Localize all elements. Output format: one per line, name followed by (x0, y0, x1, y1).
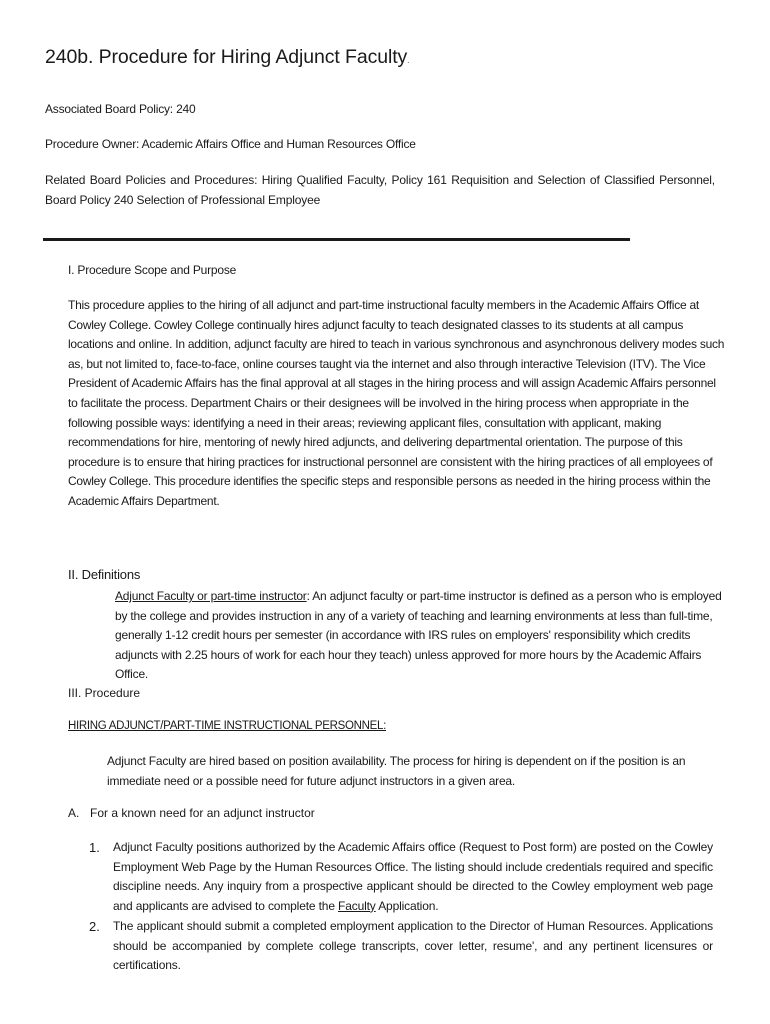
definition-text: : An adjunct faculty or part-time instructor is defined as a person who is employed by the college and provides instruction in any of a variety of teaching and learning environments at less than full-time, generally 1-12 credit hours per semester (in accordance with IRS rules on employers' responsibility which credits adjuncts with 2.25 hours of work for each hour they teach) unless approved for more hours by the Academic Affairs Office. (115, 589, 722, 682)
list-item-number: 1. (89, 840, 100, 855)
list-item: The applicant should submit a completed employment application to the Director of Human Resources. Applications should be accompanied by complete college transcripts, cover letter, resume', and any pertinent licensures or certifications. (113, 919, 713, 973)
list-item-text: Adjunct Faculty positions authorized by the Academic Affairs office (Request to Post form) are posted on the Cowley Employment Web Page by the Human Resources Office. The listing should include credentials required and specific discipline needs. Any inquiry from a prospective applicant should be directed to the Cowley employment web page and applicants are advised to complete the (113, 840, 713, 913)
associated-policy: Associated Board Policy: 240 (45, 102, 196, 116)
hiring-subheading: HIRING ADJUNCT/PART-TIME INSTRUCTIONAL PERSONNEL: (68, 720, 386, 732)
horizontal-rule (43, 238, 630, 241)
list-item (113, 838, 713, 916)
section-1-heading: I. Procedure Scope and Purpose (68, 263, 237, 277)
section-a-text: For a known need for an adjunct instructor (90, 806, 315, 820)
list-item-number: 2. (89, 919, 100, 934)
page-title-suffix: . (407, 56, 410, 65)
section-a-letter: A. (68, 806, 80, 820)
page-title (45, 46, 409, 69)
related-policies: Related Board Policies and Procedures: Hiring Qualified Faculty, Policy 161 Requisition and Selection of Classified Personnel, Board Policy 240 Selection of Professional Employee (45, 173, 715, 207)
procedure-owner: Procedure Owner: Academic Affairs Office and Human Resources Office (45, 137, 416, 151)
hiring-intro: Adjunct Faculty are hired based on position availability. The process for hiring is dependent on if the position is an immediate need or a possible need for future adjunct instructors in a given area. (107, 754, 686, 788)
faculty-link[interactable]: Faculty (338, 898, 376, 913)
list-item-text-end: Application. (375, 898, 439, 913)
definition-paragraph (115, 587, 727, 685)
page-title-text: 240b. Procedure for Hiring Adjunct Faculty (45, 46, 408, 68)
section-1-body: This procedure applies to the hiring of all adjunct and part-time instructional faculty members in the Academic Affairs Office at Cowley College. Cowley College continually hires adjunct faculty to teach designated classes to its students at all campus locations and online. In addition, adjunct faculty are hired to teach in various synchronous and asynchronous delivery modes such as, but not limited to, face-to-face, online courses taught via the internet and also through interactive Television (ITV). The Vice President of Academic Affairs has the final approval at all stages in the hiring process and will assign Academic Affairs personnel to facilitate the process. Department Chairs or their designees will be involved in the hiring process when appropriate in the following possible ways: identifying a need in their areas; reviewing applicant files, consultation with applicant, making recommendations for hire, mentoring of newly hired adjuncts, and delivering departmental orientation. The purpose of this procedure is to ensure that hiring practices for instructional personnel are consistent with the hiring practices of all employees of Cowley College. This procedure identifies the specific steps and responsible persons as needed in the hiring process within the Academic Affairs Department. (68, 298, 725, 508)
section-2-heading: II. Definitions (68, 567, 141, 582)
section-3-heading: III. Procedure (68, 686, 141, 700)
section-a-heading (68, 806, 315, 820)
definition-term: Adjunct Faculty or part-time instructor (115, 589, 307, 603)
